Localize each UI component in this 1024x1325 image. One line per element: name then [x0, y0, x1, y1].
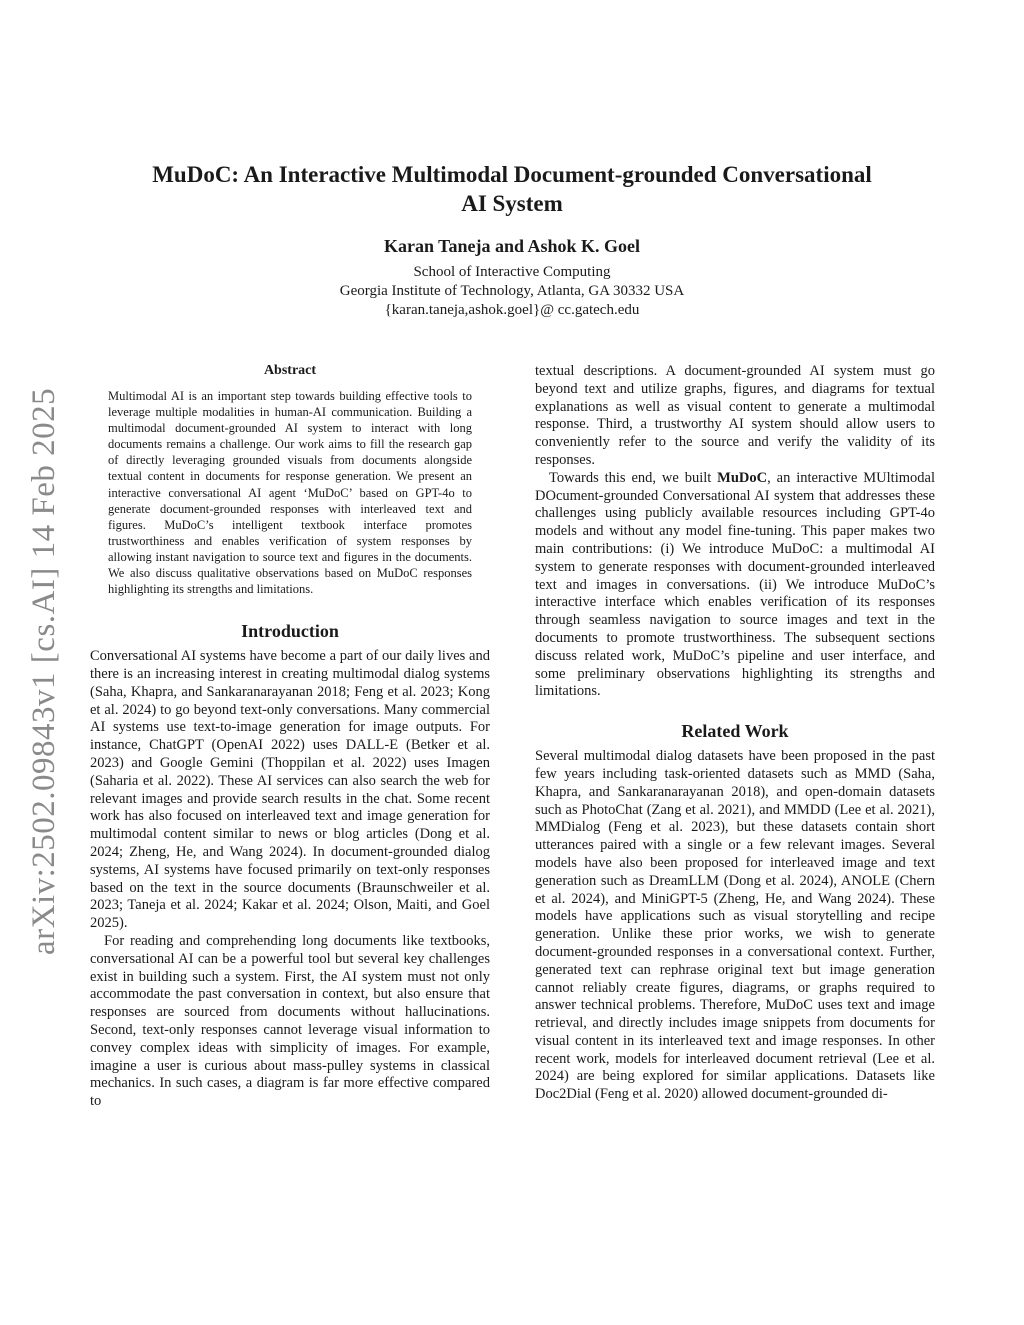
related-work-paragraph-1: Several multimodal dialog datasets have been proposed in the past few years including task-oriented datasets such as MMD (Saha, Khapra, and Sankaranarayanan 2018), and open-domain datasets such as PhotoChat (Zang et al. 2021), and MMDD (Lee et al. 2021), MMDialog (Feng et al. 2023), but these datasets contain short utterances paired with a single or a few relevant images. Several models have also been proposed for interleaved image and text generation such as DreamLLM (Dong et al. 2024), ANOLE (Chern et al. 2024), and MiniGPT-5 (Zheng, He, and Wang 2024). These models have applications such as visual storytelling and recipe generation. Unlike these prior works, we wish to generate document-grounded responses in a conversational context. Further, generated text can rephrase original text but image generation cannot reliably create figures, diagrams, or graphs required to answer technical problems. Therefore, MuDoC uses text and image retrieval, and directly includes image snippets from documents for visual content in its interleaved text and image responses. In other recent work, models for interleaved document retrieval (Lee et al. 2024) are being explored for similar applications. Datasets like Doc2Dial (Feng et al. 2020) allowed document-grounded di- — [535, 748, 935, 1103]
intro-paragraph-3 — [535, 470, 935, 701]
intro-paragraph-1: Conversational AI systems have become a part of our daily lives and there is an increasing interest in creating multimodal dialog systems (Saha, Khapra, and Sankaranarayanan 2018; Feng et al. 2023; Kong et al. 2024) to go beyond text-only conversations. Many commercial AI systems use text-to-image generation for image outputs. For instance, ChatGPT (OpenAI 2022) uses DALL-E (Betker et al. 2023) and Google Gemini (Thoppilan et al. 2022) uses Imagen (Saharia et al. 2022). These AI services can also search the web for relevant images and provide search results in the chat. Some recent work has also focused on interleaved text and image generation for multimodal content similar to news or blog articles (Dong et al. 2024; Zheng, He, and Wang 2024). In document-grounded dialog systems, AI systems have focused primarily on text-only responses based on the text in the source documents (Braunschweiler et al. 2023; Taneja et al. 2024; Kakar et al. 2024; Olson, Maiti, and Goel 2025). — [90, 648, 490, 932]
affiliation — [150, 263, 874, 320]
intro-paragraph-3-lead: Towards this end, we built — [549, 469, 718, 486]
affiliation-line-1: School of Interactive Computing — [413, 264, 611, 280]
introduction-heading: Introduction — [241, 621, 339, 642]
intro-paragraph-2: For reading and comprehending long documents like textbooks, conversational AI can be a powerful tool but several key challenges exist in building such a system. First, the AI system must not only accommodate the past conversation in context, but also ensure that responses are sourced from documents without hallucinations. Second, text-only responses cannot leverage visual information to convey complex ideas with simplicity of images. For example, imagine a user is curious about mass-pulley systems in classical mechanics. In such cases, a diagram is far more effective compared to — [90, 932, 490, 1110]
paper-authors: Karan Taneja and Ashok K. Goel — [383, 236, 641, 256]
paper-title: MuDoC: An Interactive Multimodal Document-grounded Conversational AI System — [152, 162, 872, 216]
mudoc-bold-term: MuDoC — [717, 469, 768, 486]
left-column — [90, 363, 490, 1111]
related-work-heading: Related Work — [681, 721, 789, 742]
intro-paragraph-2-continued: textual descriptions. A document-grounded AI system must go beyond text and utilize graphs, figures, and diagrams for textual explanations as well as visual content to generate a multimodal response. Third, a trustworthy AI system should allow users to conveniently refer to the source and verify the validity of its responses. — [535, 363, 935, 468]
right-column — [535, 363, 935, 1104]
affiliation-email: {karan.taneja,ashok.goel}@ cc.gatech.edu — [384, 302, 640, 318]
abstract-text: Multimodal AI is an important step towards building effective tools to leverage multiple modalities in human-AI communication. Building a multimodal document-grounded AI system to interact with long documents remains a challenge. Our work aims to fill the research gap of directly leveraging grounded visuals from documents alongside textual content in documents for response generation. We present an interactive conversational AI agent ‘MuDoC’ based on GPT-4o to generate document-grounded responses with interleaved text and figures. MuDoC’s intelligent textbook interface promotes trustworthiness and enables verification of system responses by allowing instant navigation to source text and figures in the documents. We also discuss qualitative observations based on MuDoC responses highlighting its strengths and limitations. — [108, 389, 472, 597]
affiliation-line-2: Georgia Institute of Technology, Atlanta, GA 30332 USA — [339, 283, 685, 299]
intro-paragraph-3-rest: , an interactive MUltimodal DOcument-grounded Conversational AI system that addresses these challenges using publicly available resources including GPT-4o models and without any model fine-tuning. This paper makes two main contributions: (i) We introduce MuDoC: a multimodal AI system to generate responses with document-grounded interleaved text and images in conversations. (ii) We introduce MuDoC’s interactive interface which enables verification of its responses through seamless navigation to source images and text in the documents to promote trustworthiness. The subsequent sections discuss related work, MuDoC’s pipeline and user interface, and some preliminary observations highlighting its strengths and limitations. — [535, 469, 935, 700]
abstract-heading: Abstract — [263, 363, 317, 378]
arxiv-stamp: arXiv:2502.09843v1 [cs.AI] 14 Feb 2025 — [26, 387, 62, 955]
paper-header — [150, 160, 874, 320]
